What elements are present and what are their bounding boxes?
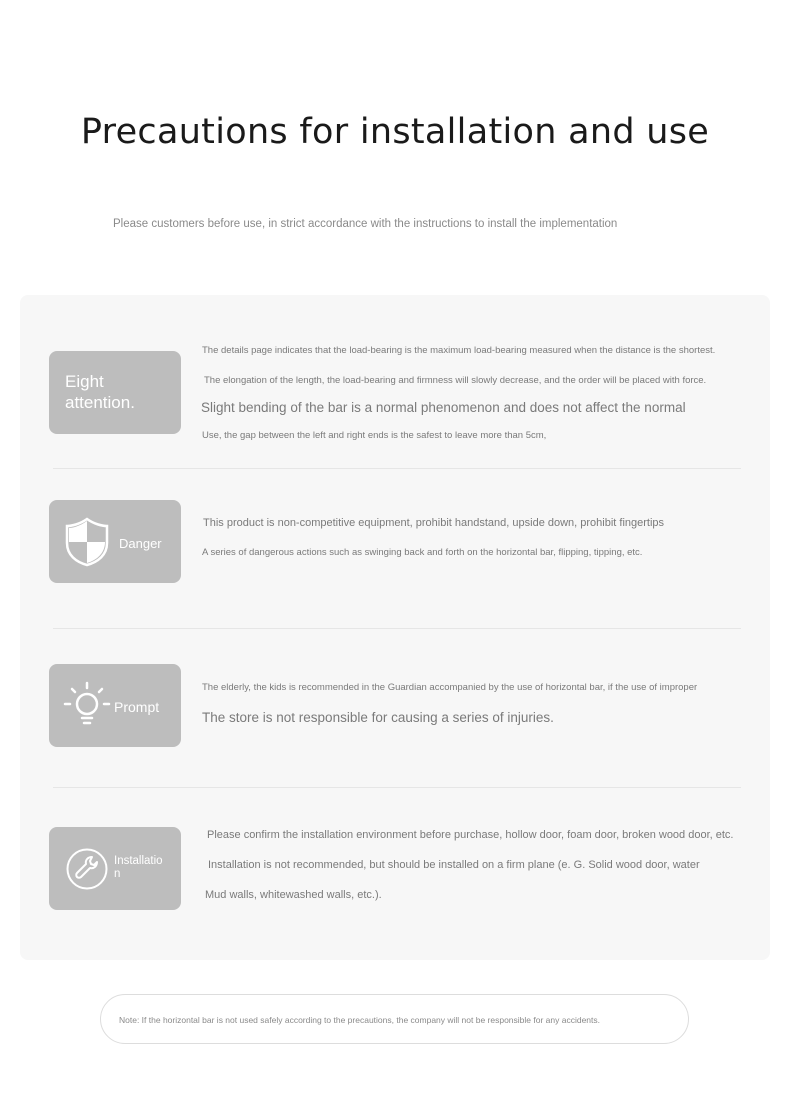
precautions-card [20,295,770,960]
section-line: The elongation of the length, the load-bearing and firmness will slowly decrease, and the order will be placed with force. [204,375,707,386]
badge-label: Prompt [114,699,160,715]
section-line: The store is not responsible for causing a series of injuries. [202,710,554,725]
note-text: Note: If the horizontal bar is not used safely according to the precautions, the company will not be responsible for any accidents. [119,1015,600,1025]
section-line: Use, the gap between the left and right ends is the safest to leave more than 5cm, [202,430,547,441]
divider [53,787,741,788]
section-line: A series of dangerous actions such as swinging back and forth on the horizontal bar, flipping, tipping, etc. [202,547,643,558]
badge-label: Eight attention. [65,372,135,412]
prompt-badge [49,664,181,747]
page-title: Precautions for installation and use [80,112,710,152]
section-line: Slight bending of the bar is a normal phenomenon and does not affect the normal [201,400,686,415]
badge-label: n [114,868,121,880]
eight-attention-badge [49,351,181,434]
installation-badge [49,827,181,910]
badge-label: Danger [119,536,162,551]
lightbulb-icon [63,681,111,729]
divider [53,628,741,629]
section-line: Mud walls, whitewashed walls, etc.). [205,889,382,901]
wrench-icon [65,847,109,891]
section-line: Installation is not recommended, but should be installed on a firm plane (e. G. Solid wood door, water [208,859,700,871]
danger-badge [49,500,181,583]
section-line: This product is non-competitive equipment, prohibit handstand, upside down, prohibit fingertips [203,517,665,529]
section-line: Please confirm the installation environment before purchase, hollow door, foam door, broken wood door, etc. [207,829,734,841]
page-subtitle: Please customers before use, in strict accordance with the instructions to install the implementation [113,218,618,230]
badge-label: Installatio [114,855,163,867]
divider [53,468,741,469]
section-line: The details page indicates that the load-bearing is the maximum load-bearing measured when the distance is the shortest. [202,345,716,356]
shield-icon [64,517,110,567]
section-line: The elderly, the kids is recommended in the Guardian accompanied by the use of horizontal bar, if the use of improper [202,682,698,693]
disclaimer-note [100,994,689,1044]
